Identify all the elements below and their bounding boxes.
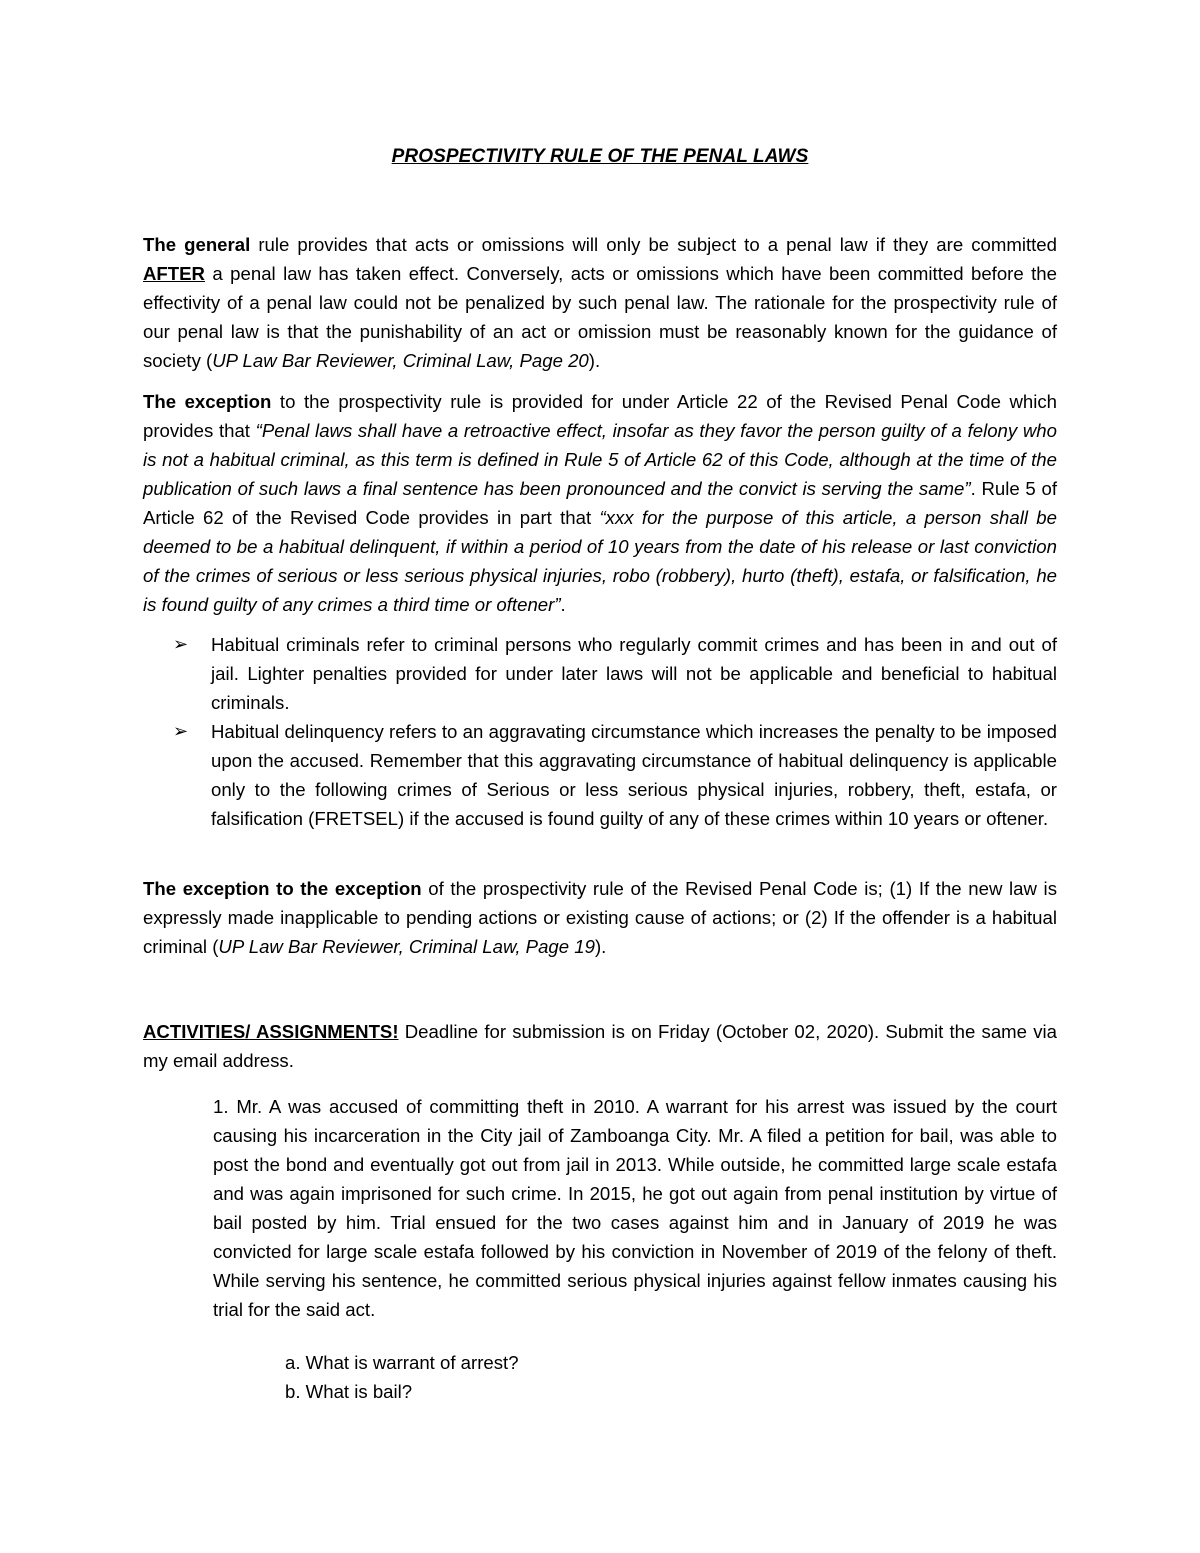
- general-rule-text-1: rule provides that acts or omissions will only be subject to a penal law if they are committed: [250, 234, 1057, 255]
- activities-paragraph: [143, 1017, 1057, 1075]
- article-22-quote: “Penal laws shall have a retroactive effect, insofar as they favor the person guilty of a felony who is not a habitual criminal, as this term is defined in Rule 5 of Article 62 of this Code, although at the time of the publication of such laws a final sentence has been pronounced and the convict is serving the same”: [143, 420, 1057, 499]
- arrow-bullet-icon: ➢: [173, 721, 189, 741]
- bullet-text: Habitual delinquency refers to an aggravating circumstance which increases the penalty to be imposed upon the accused. Remember that this aggravating circumstance of habitual delinquency is applicable only to the following crimes of Serious or less serious physical injuries, robbery, theft, estafa, or falsification (FRETSEL) if the accused is found guilty of any of these crimes within 10 years or oftener.: [211, 721, 1057, 829]
- page-title: PROSPECTIVITY RULE OF THE PENAL LAWS: [391, 146, 809, 167]
- activities-text: Deadline for submission is on Friday (October 02, 2020). Submit the same via my email address.: [143, 1021, 1057, 1071]
- general-rule-citation: UP Law Bar Reviewer, Criminal Law, Page 20: [212, 350, 589, 371]
- exception-paragraph: [143, 387, 1057, 619]
- bullet-list: [143, 630, 1057, 833]
- exception-text-1: to the prospectivity rule is provided for under Article 22 of the Revised Penal Code which provides that: [143, 391, 1057, 441]
- sub-question-a: a. What is warrant of arrest?: [285, 1352, 519, 1373]
- sub-question-b: b. What is bail?: [285, 1381, 413, 1402]
- general-rule-end: ).: [588, 350, 601, 371]
- after-emphasis: AFTER: [143, 263, 205, 284]
- exception-text-2: . Rule 5 of Article 62 of the Revised Code provides in part that: [143, 478, 1057, 528]
- activities-heading: ACTIVITIES/ ASSIGNMENTS!: [143, 1021, 399, 1042]
- exception-to-exception-end: ).: [594, 936, 607, 957]
- exception-to-exception-citation: UP Law Bar Reviewer, Criminal Law, Page 19: [218, 936, 595, 957]
- arrow-bullet-icon: ➢: [173, 634, 189, 654]
- bullet-text: Habitual criminals refer to criminal persons who regularly commit crimes and has been in and out of jail. Lighter penalties provided for under later laws will not be applicable and beneficial to habitual criminals.: [211, 634, 1057, 713]
- general-rule-paragraph: [143, 230, 1057, 375]
- exception-lead: The exception: [143, 391, 272, 412]
- bullet-item-habitual-delinquency: [143, 717, 1057, 833]
- exception-to-exception-lead: The exception to the exception: [143, 878, 422, 899]
- exception-end: .: [560, 594, 566, 615]
- rule-5-quote: “xxx for the purpose of this article, a person shall be deemed to be a habitual delinquent, if within a period of 10 years from the date of his release or last conviction of the crimes of serious or less serious physical injuries, robo (robbery), hurto (theft), estafa, or falsification, he is found guilty of any crimes a third time or oftener”: [143, 507, 1057, 615]
- general-rule-lead: The general: [143, 234, 251, 255]
- general-rule-text-2: a penal law has taken effect. Conversely, acts or omissions which have been committed before the effectivity of a penal law could not be penalized by such penal law. The rationale for the prospectivity rule of our penal law is that the punishability of an act or omission must be reasonably known for the guidance of society (: [143, 263, 1057, 371]
- question-1: 1. Mr. A was accused of committing theft in 2010. A warrant for his arrest was issued by the court causing his incarceration in the City jail of Zamboanga City. Mr. A filed a petition for bail, was able to post the bond and eventually got out from jail in 2013. While outside, he committed large scale estafa and was again imprisoned for such crime. In 2015, he got out again from penal institution by virtue of bail posted by him. Trial ensued for the two cases against him and in January of 2019 he was convicted for large scale estafa followed by his conviction in November of 2019 of the felony of theft. While serving his sentence, he committed serious physical injuries against fellow inmates causing his trial for the said act.: [213, 1096, 1057, 1320]
- bullet-item-habitual-criminals: [143, 630, 1057, 717]
- exception-to-exception-paragraph: [143, 874, 1057, 961]
- exception-to-exception-text: of the prospectivity rule of the Revised Penal Code is; (1) If the new law is expressly made inapplicable to pending actions or existing cause of actions; or (2) If the offender is a habitual criminal (: [143, 878, 1057, 957]
